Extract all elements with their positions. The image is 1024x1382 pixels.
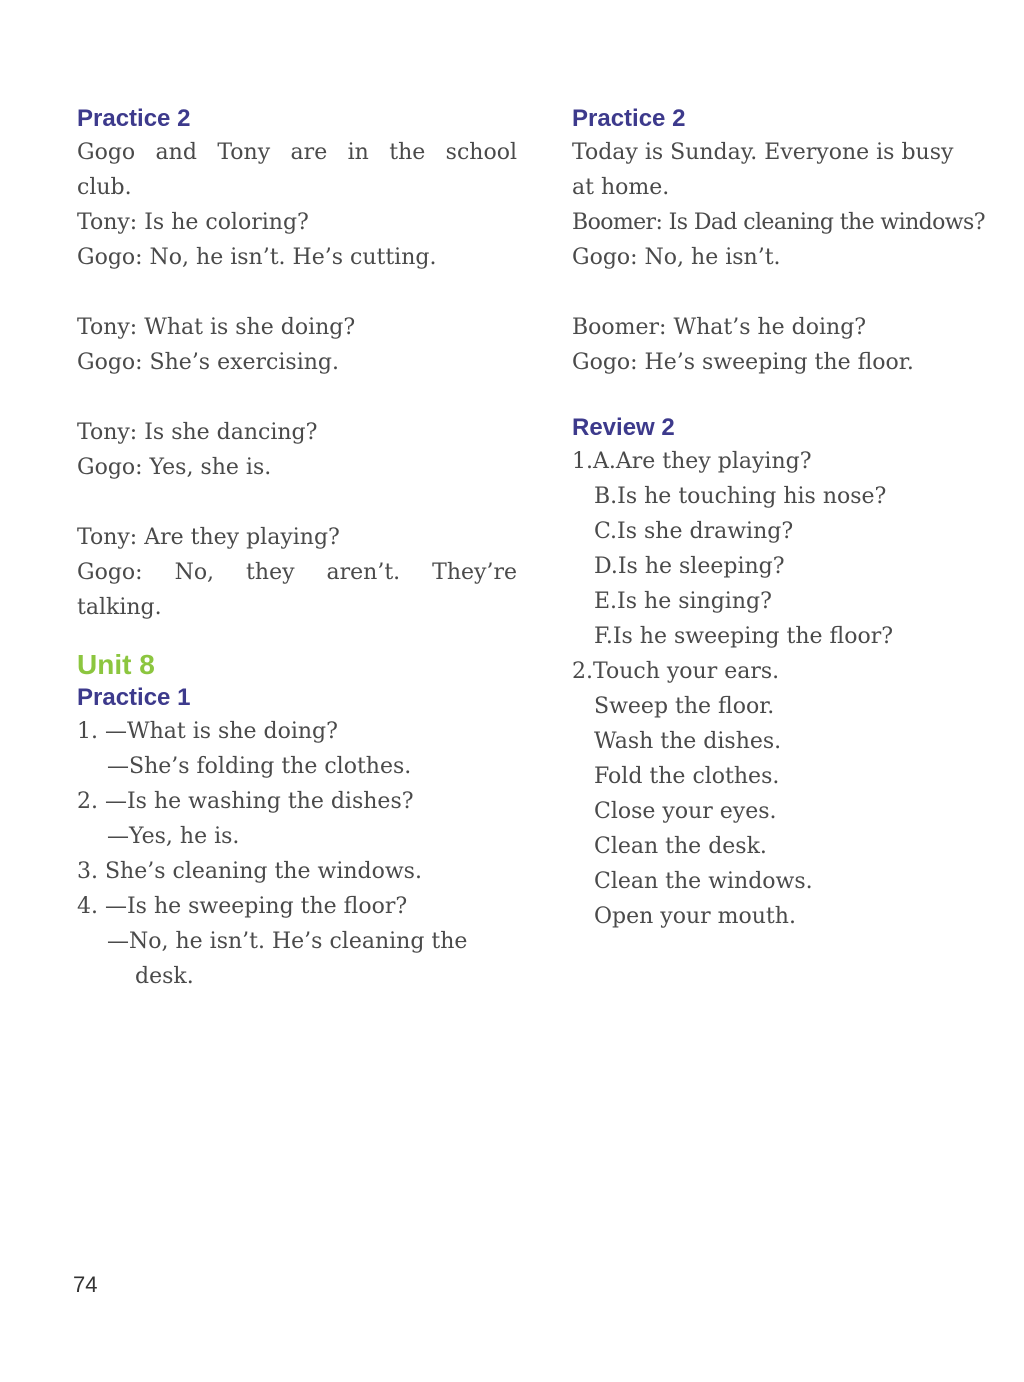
- right-intro-line-2: at home.: [572, 175, 670, 200]
- right-intro-line-1: Today is Sunday. Everyone is busy: [572, 140, 954, 165]
- review-line: 2.Touch your ears.: [572, 659, 780, 684]
- review-line: B.Is he touching his nose?: [594, 484, 887, 509]
- left-dialogue-line: Tony: Is she dancing?: [77, 420, 318, 445]
- right-column: [572, 103, 1012, 934]
- answer-line: 1. —What is she doing?: [77, 719, 338, 744]
- review-line: E.Is he singing?: [594, 589, 772, 614]
- left-dialogue-line: Tony: Are they playing?: [77, 525, 340, 550]
- answer-line: desk.: [135, 964, 194, 989]
- right-dialogue-line: Boomer: What’s he doing?: [572, 315, 867, 340]
- answer-line: —She’s folding the clothes.: [107, 754, 412, 779]
- review-line: Sweep the floor.: [594, 694, 775, 719]
- right-dialogue-line: Boomer: Is Dad cleaning the windows?: [572, 210, 985, 235]
- practice1-heading: Practice 1: [77, 684, 191, 711]
- left-dialogue-line: Gogo: She’s exercising.: [77, 350, 339, 375]
- left-dialogue-line: talking.: [77, 595, 162, 620]
- answer-line: —No, he isn’t. He’s cleaning the: [107, 929, 468, 954]
- page-number: 74: [73, 1272, 98, 1297]
- left-dialogue-line: Tony: What is she doing?: [77, 315, 356, 340]
- review-line: Fold the clothes.: [594, 764, 780, 789]
- left-column: [77, 103, 517, 994]
- right-dialogue-line: Gogo: He’s sweeping the floor.: [572, 350, 914, 375]
- answer-line: 3. She’s cleaning the windows.: [77, 859, 422, 884]
- review-line: 1.A.Are they playing?: [572, 449, 812, 474]
- review-line: Clean the windows.: [594, 869, 813, 894]
- right-dialogue-line: Gogo: No, he isn’t.: [572, 245, 781, 270]
- practice2-left-heading: Practice 2: [77, 105, 191, 132]
- left-intro-line-1: Gogo and Tony are in the school: [77, 140, 517, 165]
- review-line: Close your eyes.: [594, 799, 777, 824]
- review-line: Wash the dishes.: [594, 729, 782, 754]
- left-dialogue-line: Tony: Is he coloring?: [77, 210, 309, 235]
- left-dialogue-line: Gogo: Yes, she is.: [77, 455, 272, 480]
- unit8-title: Unit 8: [77, 649, 155, 680]
- review-line: C.Is she drawing?: [594, 519, 794, 544]
- review-line: D.Is he sleeping?: [594, 554, 785, 579]
- left-dialogue-line: Gogo: No, they aren’t. They’re: [77, 560, 517, 585]
- answer-line: —Yes, he is.: [107, 824, 240, 849]
- review-line: Open your mouth.: [594, 904, 796, 929]
- left-dialogue-line: Gogo: No, he isn’t. He’s cutting.: [77, 245, 437, 270]
- answer-line: 4. —Is he sweeping the floor?: [77, 894, 408, 919]
- review2-heading: Review 2: [572, 414, 675, 441]
- practice2-right-heading: Practice 2: [572, 105, 686, 132]
- left-intro-line-2: club.: [77, 175, 132, 200]
- answer-line: 2. —Is he washing the dishes?: [77, 789, 414, 814]
- review-line: F.Is he sweeping the floor?: [594, 624, 894, 649]
- review-line: Clean the desk.: [594, 834, 767, 859]
